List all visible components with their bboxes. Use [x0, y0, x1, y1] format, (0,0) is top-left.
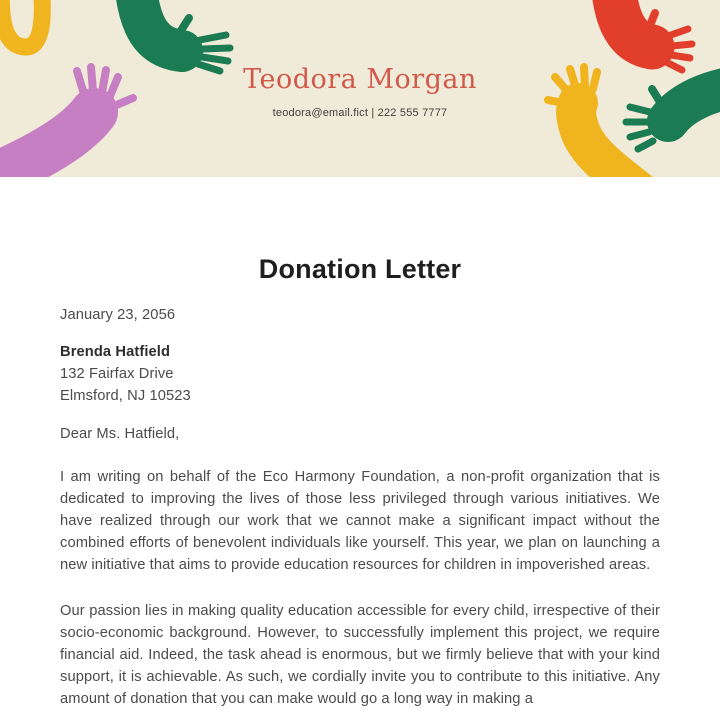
letter-body [0, 252, 720, 710]
letter-paragraph-1: I am writing on behalf of the Eco Harmony Foundation, a non-profit organization that is dedicated to improving the lives of those less privileged through various initiatives. We have realized through our work that we cannot make a significant impact without the combined efforts of benevolent individuals like yourself. This year, we plan on launching a new initiative that aims to provide education resources for children in impoverished areas. [60, 469, 660, 573]
page-title: Donation Letter [258, 254, 462, 284]
recipient-name: Brenda Hatfield [60, 344, 171, 360]
recipient-address-line2: Elmsford, NJ 10523 [60, 388, 191, 404]
letter-paragraph-2: Our passion lies in making quality education accessible for every child, irrespective of their socio-economic background. However, to successfully implement this project, we require financial aid. Indeed, the task ahead is enormous, but we firmly believe that with your kind support, it is achievable. As such, we cordially invite you to contribute to this initiative. Any amount of donation that you can make would go a long way in making a [60, 603, 660, 707]
yellow-arc-icon [1, 0, 42, 47]
sender-block [0, 64, 720, 120]
red-hand-top-right-icon [612, 0, 692, 70]
sender-name: Teodora Morgan [243, 64, 477, 95]
salutation: Dear Ms. Hatfield, [60, 426, 180, 442]
recipient-address-line1: 132 Fairfax Drive [60, 366, 174, 382]
letterhead [0, 0, 720, 177]
green-hand-top-left-icon [134, 0, 230, 71]
sender-contact: teodora@email.fict | 222 555 7777 [272, 107, 448, 119]
recipient-block [60, 341, 660, 407]
letter-date: January 23, 2056 [60, 307, 176, 323]
